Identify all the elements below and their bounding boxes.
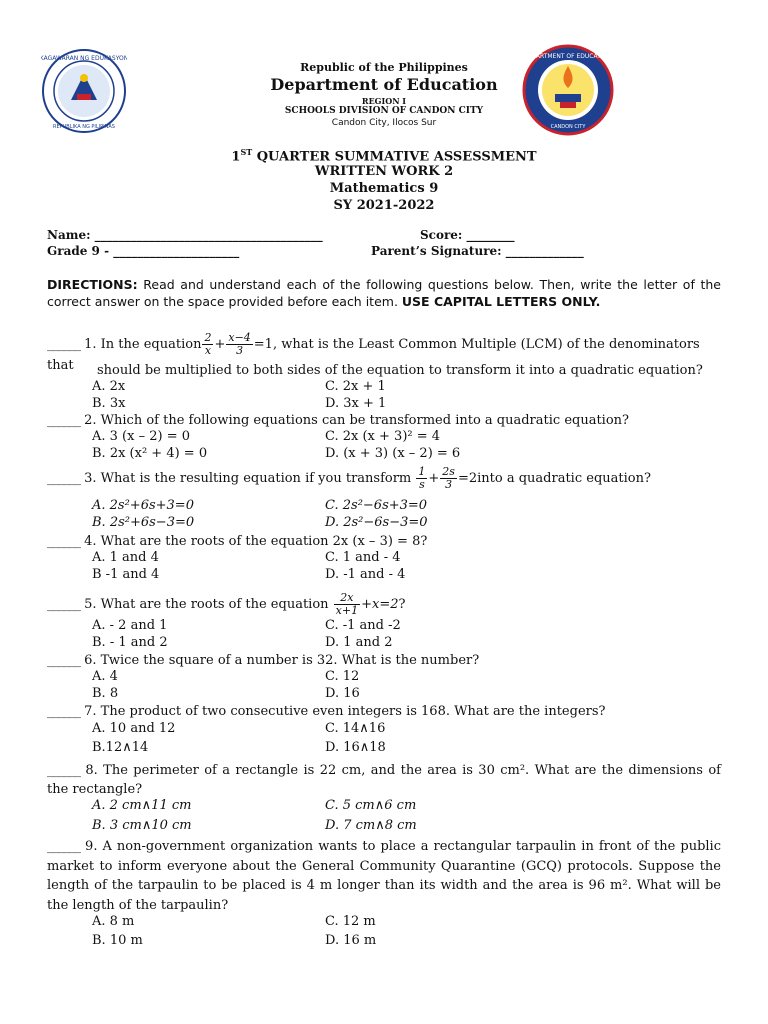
numerator: 2 bbox=[204, 331, 212, 344]
numerator: 2x bbox=[334, 592, 360, 605]
question-text: 4. What are the roots of the equation 2x (x – 3) = 8? bbox=[80, 534, 428, 549]
directions-text: Read and understand each of the following questions below. Then, write the letter of the correct answer on the space provided before each item. bbox=[47, 277, 721, 309]
question-text: 5. What are the roots of the equation bbox=[80, 597, 333, 612]
numerator: x−4 bbox=[228, 331, 251, 344]
question-text: into a quadratic equation? bbox=[477, 471, 651, 486]
title-line1 bbox=[0, 147, 768, 164]
equals: =2 bbox=[457, 471, 478, 486]
directions-emphasis: USE CAPITAL LETTERS ONLY. bbox=[401, 294, 601, 309]
answer-blank[interactable]: ______ bbox=[47, 653, 80, 668]
title-ordinal-sup: ST bbox=[240, 147, 253, 157]
operator: + bbox=[428, 471, 440, 486]
operator: + bbox=[214, 337, 226, 352]
question-7 bbox=[47, 703, 721, 720]
question-1-continuation: should be multiplied to both sides of the equation to transform it into a quadratic equation? bbox=[97, 363, 703, 378]
fraction bbox=[226, 332, 252, 357]
option-c: C. 5 cm∧6 cm bbox=[325, 798, 417, 813]
grade-field[interactable]: Grade 9 - _____________________ bbox=[47, 244, 240, 258]
question-5 bbox=[47, 592, 721, 617]
header-location: Candon City, Ilocos Sur bbox=[331, 118, 437, 128]
option-d: D. 2s²−6s−3=0 bbox=[325, 515, 428, 530]
option-a: A. 8 m bbox=[92, 914, 135, 929]
answer-blank[interactable]: ______ bbox=[47, 597, 80, 612]
header-region: REGION I bbox=[361, 96, 407, 106]
question-3 bbox=[47, 466, 721, 491]
question-text: 7. The product of two consecutive even integers is 168. What are the integers? bbox=[80, 704, 606, 719]
option-d: D. 16∧18 bbox=[325, 740, 386, 755]
svg-text:CANDON CITY: CANDON CITY bbox=[550, 124, 586, 130]
header-division: SCHOOLS DIVISION OF CANDON CITY bbox=[284, 106, 484, 116]
question-text: 9. A non-government organization wants to place a rectangular tarpaulin in front of the public market to inform everyone about the General Community Quarantine (GCQ) protocols. Suppose the length of the tarpaulin to be placed is 4 m longer than its width and the area is 96 m². What will be the length of the tarpaulin? bbox=[47, 839, 721, 913]
option-d: D. -1 and - 4 bbox=[325, 567, 406, 582]
question-text: 8. The perimeter of a rectangle is 22 cm, and the area is 30 cm². What are the dimensions of the rectangle? bbox=[47, 763, 721, 797]
answer-blank[interactable]: ______ bbox=[47, 471, 80, 486]
option-d: D. (x + 3) (x – 2) = 6 bbox=[325, 446, 461, 461]
svg-text:KAGAWARAN NG EDUKASYON: KAGAWARAN NG EDUKASYON bbox=[41, 55, 127, 62]
option-b: B. 8 bbox=[92, 686, 119, 701]
score-field[interactable]: Score: ________ bbox=[420, 228, 515, 242]
answer-blank[interactable]: ______ bbox=[47, 763, 80, 778]
denominator: 3 bbox=[445, 478, 453, 491]
option-a: A. 2 cm∧11 cm bbox=[92, 798, 192, 813]
option-c: C. -1 and -2 bbox=[325, 618, 401, 633]
option-b: B. 3x bbox=[92, 396, 126, 411]
answer-blank[interactable]: ______ bbox=[47, 704, 80, 719]
option-a: A. 3 (x – 2) = 0 bbox=[92, 429, 190, 444]
header-department: Department of Education bbox=[270, 75, 498, 94]
option-d: D. 7 cm∧8 cm bbox=[325, 818, 417, 833]
question-text: 1. In the equation bbox=[80, 337, 202, 352]
svg-text:REPUBLIKA NG PILIPINAS: REPUBLIKA NG PILIPINAS bbox=[53, 124, 115, 130]
question-text: 2. Which of the following equations can be transformed into a quadratic equation? bbox=[80, 413, 630, 428]
question-text: 6. Twice the square of a number is 32. What is the number? bbox=[80, 653, 480, 668]
title-ordinal: 1 bbox=[231, 149, 241, 165]
question-text: 3. What is the resulting equation if you transform bbox=[80, 471, 416, 486]
option-c: C. 2x (x + 3)² = 4 bbox=[325, 429, 441, 444]
option-b: B. 2s²+6s−3=0 bbox=[92, 515, 195, 530]
answer-blank[interactable]: ______ bbox=[47, 839, 80, 854]
option-d: D. 16 bbox=[325, 686, 360, 701]
option-c: C. 2x + 1 bbox=[325, 379, 386, 394]
fraction bbox=[416, 466, 427, 491]
title-line2: WRITTEN WORK 2 bbox=[314, 164, 454, 179]
option-c: C. 2s²−6s+3=0 bbox=[325, 498, 428, 513]
option-c: C. 12 m bbox=[325, 914, 376, 929]
option-c: C. 12 bbox=[325, 669, 360, 684]
option-b: B. 3 cm∧10 cm bbox=[92, 818, 192, 833]
question-8 bbox=[47, 761, 721, 799]
question-6 bbox=[47, 652, 721, 669]
header-republic: Republic of the Philippines bbox=[300, 61, 468, 74]
equals: =1 bbox=[253, 337, 273, 352]
option-b: B.12∧14 bbox=[92, 740, 149, 755]
option-c: C. 14∧16 bbox=[325, 721, 386, 736]
title-line4: SY 2021-2022 bbox=[333, 198, 435, 213]
option-a: A. 4 bbox=[92, 669, 118, 684]
svg-text:DEPARTMENT OF EDUCATION: DEPARTMENT OF EDUCATION bbox=[524, 53, 612, 60]
fraction bbox=[202, 332, 213, 357]
question-9 bbox=[47, 837, 721, 915]
answer-blank[interactable]: ______ bbox=[47, 337, 80, 352]
denominator: x bbox=[204, 344, 212, 357]
option-b: B. 2x (x² + 4) = 0 bbox=[92, 446, 208, 461]
directions bbox=[47, 276, 721, 310]
question-4 bbox=[47, 533, 721, 550]
answer-blank[interactable]: ______ bbox=[47, 534, 80, 549]
directions-label: DIRECTIONS: bbox=[47, 277, 138, 292]
option-d: D. 3x + 1 bbox=[325, 396, 387, 411]
option-a: A. - 2 and 1 bbox=[92, 618, 168, 633]
numerator: 1 bbox=[418, 465, 426, 478]
title-line3: Mathematics 9 bbox=[329, 181, 439, 196]
option-a: A. 1 and 4 bbox=[92, 550, 159, 565]
denominator: s bbox=[419, 478, 425, 491]
option-a: A. 2x bbox=[92, 379, 126, 394]
fraction bbox=[334, 592, 360, 617]
option-d: D. 1 and 2 bbox=[325, 635, 393, 650]
option-c: C. 1 and - 4 bbox=[325, 550, 401, 565]
answer-blank[interactable]: ______ bbox=[47, 413, 80, 428]
question-text: , what is the Least Common Multiple (LCM) of the denominators that bbox=[47, 337, 700, 373]
option-a: A. 2s²+6s+3=0 bbox=[92, 498, 194, 513]
option-b: B. 10 m bbox=[92, 933, 143, 948]
question-2 bbox=[47, 412, 721, 429]
name-field[interactable]: Name: ______________________________________ bbox=[47, 228, 323, 242]
denominator: x+1 bbox=[335, 604, 359, 617]
numerator: 2s bbox=[442, 465, 455, 478]
option-d: D. 16 m bbox=[325, 933, 377, 948]
title-line1-text: QUARTER SUMMATIVE ASSESSMENT bbox=[256, 149, 537, 165]
fraction bbox=[440, 466, 457, 491]
parent-signature-field[interactable]: Parent’s Signature: _____________ bbox=[371, 244, 584, 258]
question-text: ? bbox=[398, 597, 406, 612]
option-b: B. - 1 and 2 bbox=[92, 635, 168, 650]
option-b: B -1 and 4 bbox=[92, 567, 160, 582]
option-a: A. 10 and 12 bbox=[92, 721, 176, 736]
operator: +x=2 bbox=[361, 597, 399, 612]
denominator: 3 bbox=[236, 344, 244, 357]
